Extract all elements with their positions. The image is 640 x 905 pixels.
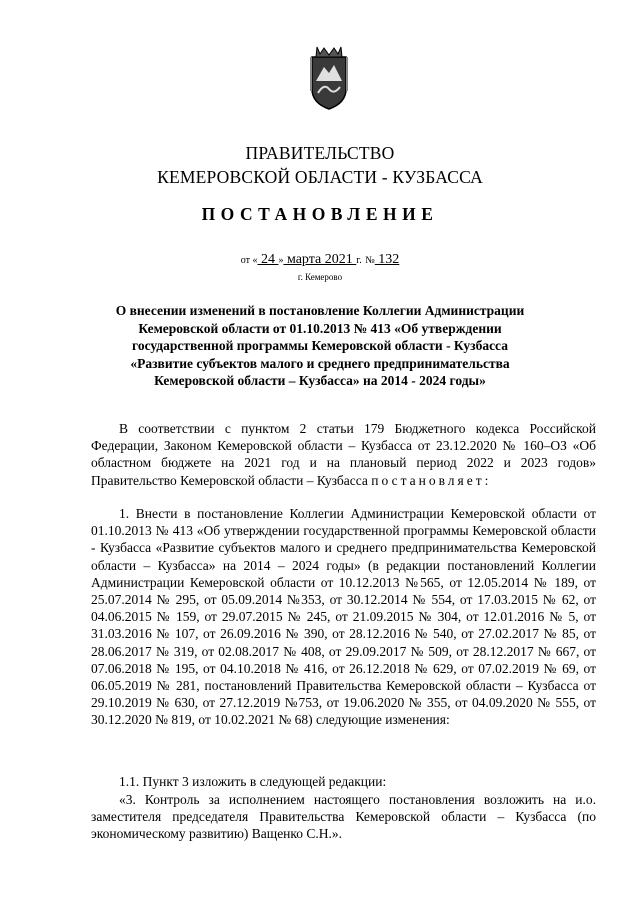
date-month-year: марта 2021 — [283, 252, 357, 267]
document-heading: О внесении изменений в постановление Коллегии Администрации Кемеровской области от 01.10.2013 № 413 «Об утверждении государственной программы Кемеровской области - Кузбасса «Развитие субъектов малого и среднего предпринимательства Кемеровской области – Кузбасса» на 2014 - 2024 годы» — [115, 303, 525, 388]
government-name-line1: ПРАВИТЕЛЬСТВО — [245, 143, 395, 163]
number-prefix: № — [365, 255, 375, 266]
city-label: г. Кемерово — [297, 272, 343, 282]
document-type-title: ПОСТАНОВЛЕНИЕ — [201, 204, 439, 224]
paragraph-1-1: 1.1. Пункт 3 изложить в следующей редакции: — [119, 774, 387, 789]
date-number-line — [0, 252, 640, 268]
preamble-paragraph — [91, 420, 596, 489]
coat-of-arms-icon — [306, 43, 352, 111]
date-year-suffix: г. — [356, 255, 362, 266]
government-name-line2: КЕМЕРОВСКОЙ ОБЛАСТИ - КУЗБАССА — [157, 167, 483, 187]
document-number: 132 — [374, 252, 400, 267]
date-from-label: от « — [240, 255, 258, 266]
date-day: 24 — [257, 252, 279, 267]
paragraph-quote-3: «3. Контроль за исполнением настоящего постановления возложить на и.о. заместителя председателя Правительства Кемеровской области – Кузбасса (по экономическому развитию) Ващенко С.Н.». — [91, 792, 596, 842]
date-close-quote: » — [278, 255, 284, 266]
paragraph-1: 1. Внести в постановление Коллегии Администрации Кемеровской области от 01.10.2013 № 413 «Об утверждении государственной программы Кемеровской области - Кузбасса «Развитие субъектов малого и среднего предпринимательства Кемеровской области – Кузбасса» на 2014 – 2024 годы» (в редакции постановлений Коллегии Администрации Кемеровской области от 10.12.2013 №565, от 12.05.2014 № 189, от 25.07.2014 № 295, от 05.09.2014 №353, от 30.12.2014 № 554, от 17.03.2015 № 62, от 04.06.2015 № 159, от 29.07.2015 № 245, от 21.09.2015 № 304, от 12.01.2016 № 5, от 31.03.2016 № 107, от 26.09.2016 № 390, от 28.12.2016 № 540, от 27.02.2017 № 85, от 28.06.2017 № 319, от 02.08.2017 № 408, от 29.09.2017 № 509, от 28.12.2017 № 667, от 07.06.2018 № 195, от 04.10.2018 № 416, от 26.12.2018 № 629, от 07.02.2019 № 69, от 06.05.2019 № 281, постановлений Правительства Кемеровской области – Кузбасса от 29.10.2019 № 630, от 27.12.2019 №753, от 19.06.2020 № 355, от 04.09.2020 № 555, от 30.12.2020 № 819, от 10.02.2021 № 68) следующие изменения: — [91, 506, 596, 728]
decree-word: постановляет: — [371, 472, 492, 488]
preamble-text: В соответствии с пунктом 2 статьи 179 Бюджетного кодекса Российской Федерации, Законом Кемеровской области – Кузбасса от 23.12.2020 № 160–ОЗ «Об областном бюджете на 2021 год и на плановый период 2022 и 2023 годов» Правительство Кемеровской области – Кузбасса — [91, 421, 596, 488]
